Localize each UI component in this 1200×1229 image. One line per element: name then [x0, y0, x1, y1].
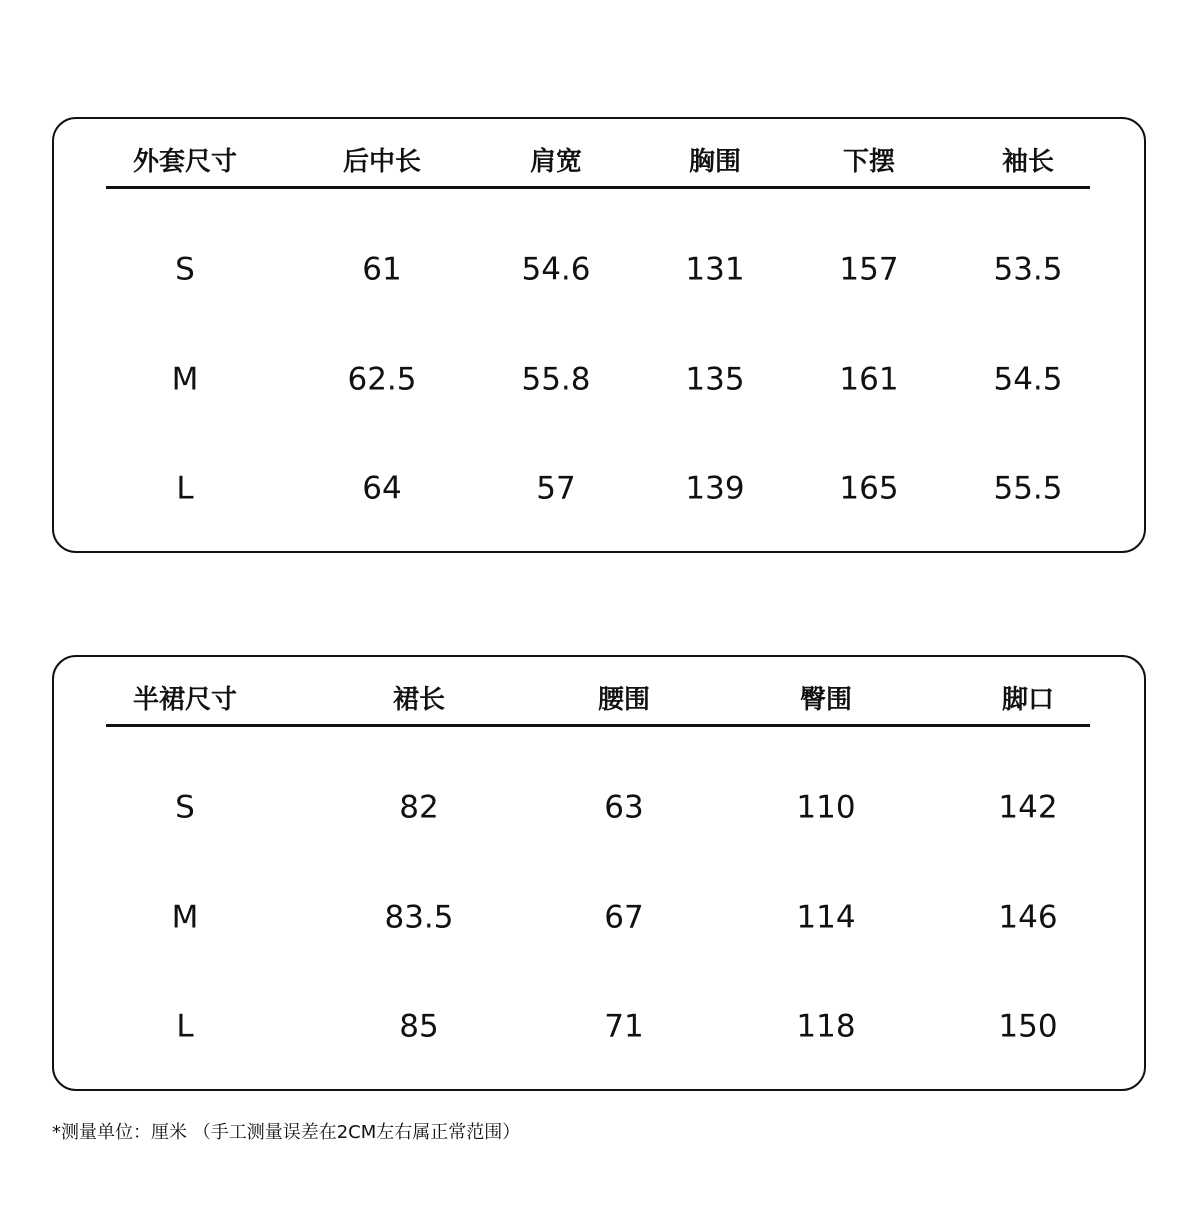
jacket-size-table	[52, 117, 1146, 553]
table-cell: 61	[362, 251, 402, 288]
table-cell: 165	[839, 470, 899, 507]
table-cell: 64	[362, 470, 402, 507]
table-cell: 57	[536, 470, 576, 507]
header-divider	[106, 186, 1090, 189]
table-cell: 142	[998, 789, 1058, 826]
table-cell: 85	[399, 1008, 439, 1045]
table-cell: 55.8	[521, 361, 591, 398]
table-cell: 110	[796, 789, 856, 826]
column-header: 外套尺寸	[132, 147, 238, 177]
table-cell: 161	[839, 361, 899, 398]
table-cell: 67	[604, 899, 644, 936]
column-header: 肩宽	[529, 147, 583, 177]
table-cell: 157	[839, 251, 899, 288]
table-cell: 63	[604, 789, 644, 826]
table-cell: 54.5	[993, 361, 1063, 398]
size-label: L	[176, 470, 194, 507]
column-header: 腰围	[597, 685, 651, 715]
size-label: S	[175, 251, 195, 288]
table-cell: 83.5	[384, 899, 454, 936]
table-cell: 62.5	[347, 361, 417, 398]
table-cell: 146	[998, 899, 1058, 936]
table-cell: 135	[685, 361, 745, 398]
skirt-size-table	[52, 655, 1146, 1091]
table-cell: 55.5	[993, 470, 1063, 507]
table-cell: 114	[796, 899, 856, 936]
table-cell: 54.6	[521, 251, 591, 288]
table-cell: 150	[998, 1008, 1058, 1045]
header-divider	[106, 724, 1090, 727]
table-cell: 82	[399, 789, 439, 826]
table-cell: 139	[685, 470, 745, 507]
column-header: 胸围	[688, 147, 742, 177]
column-header: 臀围	[799, 685, 853, 715]
column-header: 脚口	[1001, 685, 1055, 715]
table-cell: 71	[604, 1008, 644, 1045]
column-header: 裙长	[392, 685, 446, 715]
table-cell: 53.5	[993, 251, 1063, 288]
size-label: M	[171, 361, 199, 398]
table-cell: 131	[685, 251, 745, 288]
table-cell: 118	[796, 1008, 856, 1045]
size-label: M	[171, 899, 199, 936]
column-header: 半裙尺寸	[132, 685, 238, 715]
column-header: 后中长	[342, 147, 422, 177]
size-label: L	[176, 1008, 194, 1045]
column-header: 下摆	[842, 147, 896, 177]
measurement-footnote: *测量单位：厘米 （手工测量误差在2CM左右属正常范围）	[52, 1122, 521, 1143]
column-header: 袖长	[1001, 147, 1055, 177]
size-label: S	[175, 789, 195, 826]
